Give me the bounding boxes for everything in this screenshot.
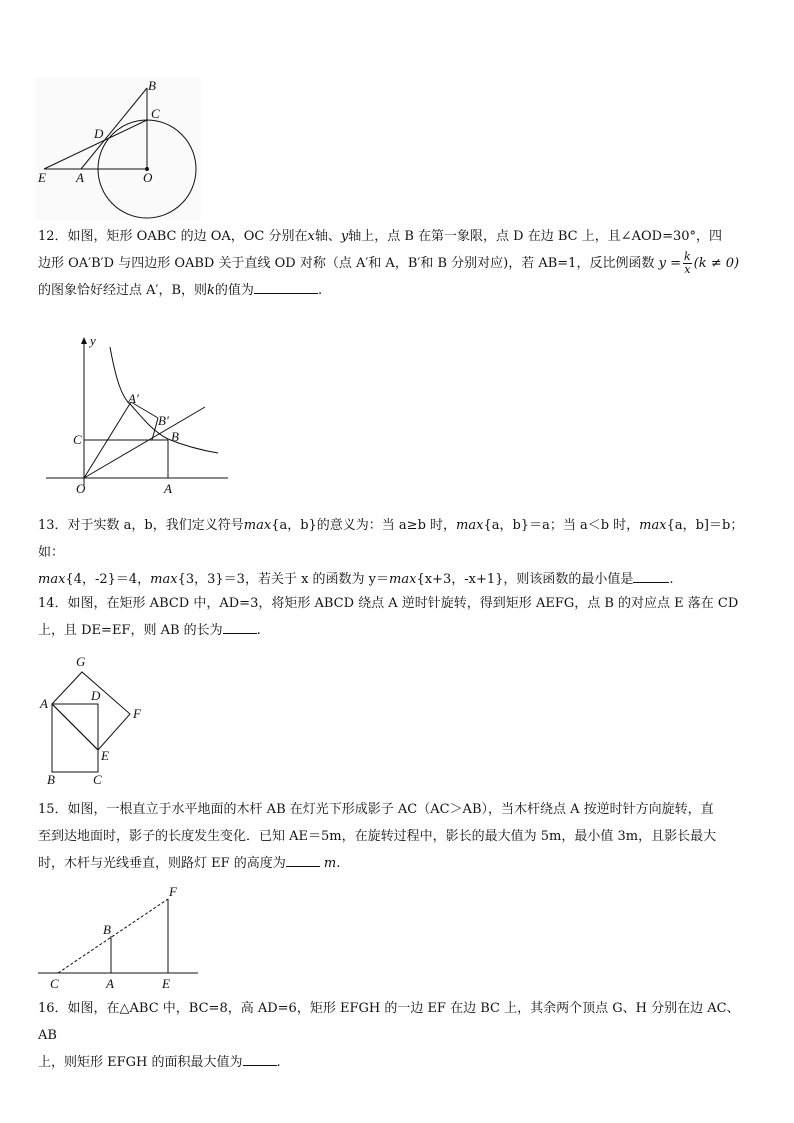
- fig15-label-a: A: [106, 976, 114, 991]
- fig14-label-e: E: [101, 748, 109, 763]
- fig12-label-c: C: [73, 432, 82, 447]
- fig14-label-d: D: [91, 688, 101, 703]
- q13-number: 13．: [38, 518, 68, 533]
- fig14-label-g: G: [76, 654, 86, 669]
- fig12-label-a-prime: A′: [128, 391, 139, 406]
- question-15: 15．如图，一根直立于水平地面的木杆 AB 在灯光下形成影子 AC（AC＞AB），当木杆绕点 A 按逆时针方向旋转，直 至到达地面时，影子的长度发生变化．已知 AE＝5m，在旋转过程中，影长的最大值为 5m，最小值 3m，且影长最大 时，木杆与光线垂直，则路灯 EF 的高度为 m.: [38, 802, 717, 871]
- q14-number: 14．: [38, 596, 68, 611]
- fig14-label-b: B: [47, 772, 55, 787]
- fig12-label-a: A: [164, 481, 172, 496]
- figure-q12: [40, 335, 232, 497]
- question-12: 12．如图，矩形 OABC 的边 OA，OC 分别在x轴、y轴上，点 B 在第一象限，点 D 在边 BC 上，且∠AOD=30°，四 边形 OA′B′D 与四边形 OABD 关于直线 OD 对称（点 A′和 A，B′和 B 分别对应)，若 AB=1，反比例函数 y = $\frac{k}{x}$ (k ≠ 0) 的图象恰好经过点 A′，B，则k的值为 .: [38, 229, 740, 298]
- fig11-label-c: C: [151, 106, 160, 121]
- fig15-label-c: C: [50, 976, 59, 991]
- fig12-label-b-prime: B′: [158, 413, 169, 428]
- q15-number: 15．: [38, 802, 68, 817]
- fig14-label-c: C: [93, 772, 102, 787]
- fig15-label-b: B: [103, 922, 111, 937]
- fig11-label-b: B: [148, 78, 156, 93]
- q12-number: 12．: [38, 229, 68, 244]
- fig11-label-d: D: [94, 126, 104, 141]
- fraction-k-over-x: $\frac{k}{x}$: [683, 250, 691, 276]
- answer-blank-q12[interactable]: [254, 279, 318, 294]
- fig11-label-o: O: [143, 170, 153, 185]
- question-13: 13．对于实数 a，b，我们定义符号max{a，b}的意义为：当 a≥b 时，max{a，b}＝a；当 a＜b 时，max{a，b]＝b；如： max{4，-2}＝4，max{3，3}＝3，若关于 x 的函数为 y＝max{x+3，-x+1}，则该函数的最小值是 .: [38, 518, 744, 587]
- fig15-label-f: F: [169, 884, 177, 899]
- figure-q15: [36, 882, 201, 992]
- figure-q14: [36, 652, 148, 787]
- fig15-label-e: E: [162, 976, 170, 991]
- q16-number: 16．: [38, 1001, 68, 1016]
- answer-blank-q16[interactable]: [243, 1051, 277, 1066]
- fig14-label-a: A: [40, 696, 48, 711]
- answer-blank-q15[interactable]: [286, 852, 320, 867]
- answer-blank-q14[interactable]: [223, 619, 257, 634]
- fig12-label-y: y: [90, 335, 96, 348]
- fig11-label-a: A: [76, 170, 84, 185]
- figure-q11: [36, 78, 201, 220]
- fig12-label-o: O: [76, 481, 86, 496]
- fig14-label-f: F: [133, 706, 141, 721]
- answer-blank-q13[interactable]: [633, 568, 669, 583]
- fig11-label-e: E: [38, 170, 46, 185]
- question-14: 14．如图，在矩形 ABCD 中，AD=3，将矩形 ABCD 绕点 A 逆时针旋转，得到矩形 AEFG，点 B 的对应点 E 落在 CD 上，且 DE=EF，则 AB 的长为 .: [38, 596, 739, 638]
- fig12-label-b: B: [171, 429, 179, 444]
- question-16: 16．如图，在△ABC 中，BC=8，高 AD=6，矩形 EFGH 的一边 EF 在边 BC 上，其余两个顶点 G、H 分别在边 AC、AB 上，则矩形 EFGH 的面积最大值为 .: [38, 1001, 740, 1070]
